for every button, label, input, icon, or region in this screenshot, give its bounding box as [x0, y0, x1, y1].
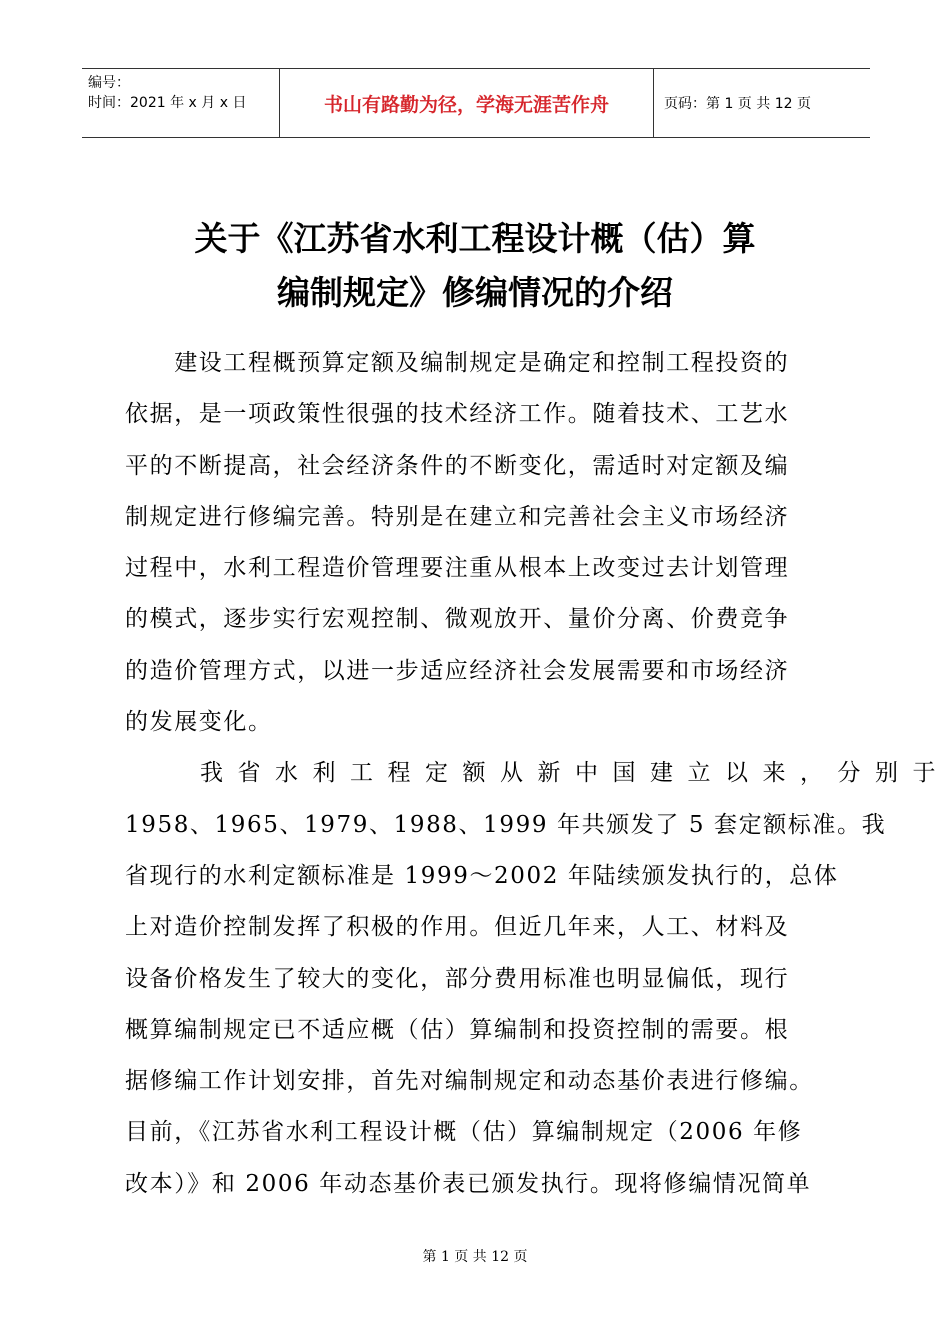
- title-line-1: 关于《江苏省水利工程设计概（估）算: [194, 219, 756, 258]
- document-time-label: 时间：2021 年 x 月 x 日: [88, 95, 247, 111]
- paragraph-2-line: 概算编制规定已不适应概（估）算编制和投资控制的需要。根: [125, 1016, 790, 1043]
- header-page-info: 页码：第 1 页 共 12 页: [664, 96, 811, 112]
- paragraph-2-line: 省现行的水利定额标准是 1999～2002 年陆续颁发执行的，总体: [125, 862, 839, 889]
- document-number-label: 编号：: [88, 75, 130, 91]
- paragraph-2-first-line: 我省水利工程定额从新中国建立以来，分别于: [125, 760, 950, 787]
- paragraph-2-line: 设备价格发生了较大的变化，部分费用标准也明显偏低，现行: [125, 965, 790, 992]
- paragraph-1-line: 的造价管理方式，以进一步适应经济社会发展需要和市场经济: [125, 657, 790, 684]
- header-meta: [82, 69, 280, 137]
- paragraph-2-line: 1958、1965、1979、1988、1999 年共颁发了 5 套定额标准。我: [125, 811, 887, 838]
- paragraph-2-line: 上对造价控制发挥了积极的作用。但近几年来，人工、材料及: [125, 914, 790, 941]
- paragraph-1-line: 制规定进行修编完善。特别是在建立和完善社会主义市场经济: [125, 503, 790, 530]
- paragraph-1-line: 过程中，水利工程造价管理要注重从根本上改变过去计划管理: [125, 555, 790, 582]
- header-motto: 书山有路勤为径，学海无涯苦作舟: [280, 69, 654, 137]
- page-footer: 第 1 页 共 12 页: [422, 1249, 528, 1265]
- paragraph-2-line: 目前，《江苏省水利工程设计概（估）算编制规定（2006 年修: [125, 1119, 803, 1146]
- paragraph-1-line: 平的不断提高，社会经济条件的不断变化，需适时对定额及编: [125, 452, 790, 479]
- title-line-2: 编制规定》修编情况的介绍: [277, 273, 673, 312]
- paragraph-1-line: 依据，是一项政策性很强的技术经济工作。随着技术、工艺水: [125, 401, 790, 428]
- page-header: [82, 68, 870, 138]
- paragraph-1-line: 的模式，逐步实行宏观控制、微观放开、量价分离、价费竞争: [125, 606, 790, 633]
- document-body: [125, 338, 950, 1210]
- paragraph-2-line: 改本）》和 2006 年动态基价表已颁发执行。现将修编情况简单: [125, 1170, 812, 1197]
- paragraph-1-line: 建设工程概预算定额及编制规定是确定和控制工程投资的: [125, 350, 790, 376]
- paragraph-2-line: 据修编工作计划安排，首先对编制规定和动态基价表进行修编。: [125, 1068, 814, 1095]
- paragraph-1-line: 的发展变化。: [125, 709, 273, 736]
- document-title: [0, 212, 950, 320]
